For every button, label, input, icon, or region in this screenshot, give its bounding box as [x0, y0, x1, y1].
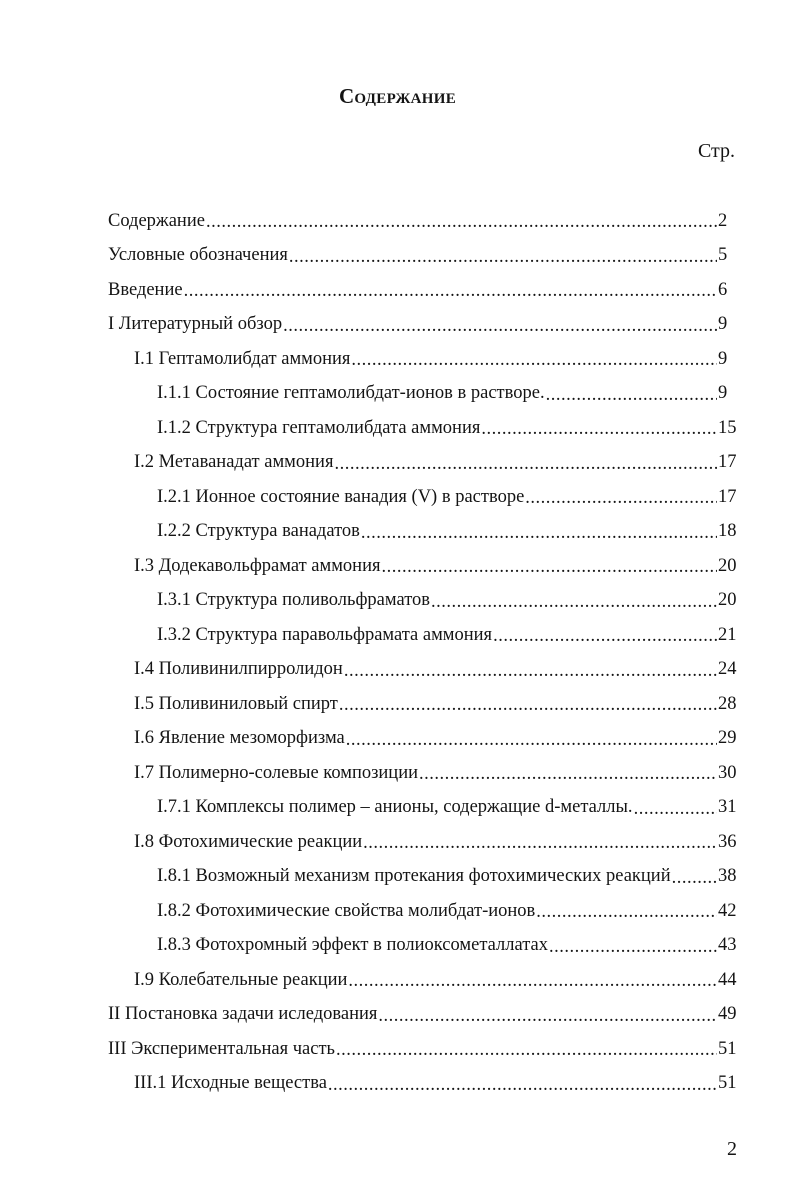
toc-entry-label: I.6 Явление мезоморфизма [134, 728, 345, 749]
toc-entry-page: 38 [718, 866, 737, 887]
toc-entry-page: 20 [718, 590, 737, 611]
page-column-label: Стр. [697, 140, 735, 162]
toc-leader-dots [206, 213, 717, 239]
toc-entry-page: 29 [718, 728, 737, 749]
toc-entry-label: I.8.2 Фотохимические свойства молибдат-ионов [157, 900, 536, 921]
toc-entry-page: 18 [718, 521, 737, 542]
toc-entry-label: Введение [108, 279, 183, 300]
toc-entry-page: 17 [718, 486, 737, 507]
toc-entry-page: 17 [718, 452, 737, 473]
toc-leader-dots [289, 248, 717, 274]
toc-entry [0, 446, 795, 481]
toc-entry-label: III Экспериментальная часть [108, 1038, 335, 1059]
toc-entry-page: 51 [718, 1038, 737, 1059]
page-number: 2 [727, 1138, 737, 1160]
toc-entry [0, 929, 795, 964]
toc-entry-page: 51 [718, 1073, 737, 1094]
toc-entry-label: I.1.2 Структура гептамолибдата аммония [157, 417, 481, 438]
toc-leader-dots [361, 524, 717, 550]
toc-entry-page: 43 [718, 935, 737, 956]
toc-entry-label: I.3.2 Структура паравольфрамата аммония [157, 624, 493, 645]
toc-entry [0, 204, 795, 239]
toc-leader-dots [381, 558, 717, 584]
toc-entry-page: 9 [718, 383, 728, 404]
toc-entry-label: I.1 Гептамолибдат аммония [134, 348, 351, 369]
toc-entry [0, 618, 795, 653]
toc-entry [0, 860, 795, 895]
toc-entry [0, 377, 795, 412]
toc-entry-label: I.3 Додекавольфрамат аммония [134, 555, 381, 576]
toc-entry-label: II Постановка задачи иследования [108, 1004, 378, 1025]
toc-entry-label: I.2.1 Ионное состояние ванадия (V) в растворе [157, 486, 525, 507]
toc-entry-label: I.2.2 Структура ванадатов [157, 521, 360, 542]
toc-entry [0, 894, 795, 929]
toc-entry-page: 28 [718, 693, 737, 714]
toc-entry [0, 342, 795, 377]
toc-entry-label: I.8.3 Фотохромный эффект в полиоксометаллатах [157, 935, 548, 956]
toc-entry-label: I.3.1 Структура поливольфраматов [157, 590, 431, 611]
toc-entry-label: Содержание [108, 210, 205, 231]
toc-entry [0, 584, 795, 619]
toc-leader-dots [431, 593, 717, 619]
toc-entry-label: I.5 Поливиниловый спирт [134, 693, 338, 714]
toc-entry [0, 549, 795, 584]
toc-leader-dots [546, 386, 717, 412]
toc-leader-dots [328, 1076, 717, 1102]
toc-entry-label: Условные обозначения [108, 245, 288, 266]
toc-entry [0, 239, 795, 274]
toc-entry [0, 722, 795, 757]
toc-leader-dots [672, 869, 717, 895]
toc-entry-page: 9 [718, 348, 728, 369]
toc-entry-label: I.2 Метаванадат аммония [134, 452, 334, 473]
toc-entry-page: 9 [718, 314, 728, 335]
toc-leader-dots [363, 834, 717, 860]
toc-leader-dots [336, 1041, 717, 1067]
toc-entry-label: I.9 Колебательные реакции [134, 969, 348, 990]
toc-entry-label: I.8 Фотохимические реакции [134, 831, 363, 852]
toc-entry [0, 687, 795, 722]
toc-entry-label: I.8.1 Возможный механизм протекания фотохимических реакций [157, 866, 671, 887]
toc-leader-dots [339, 696, 717, 722]
toc-entry [0, 308, 795, 343]
toc-leader-dots [634, 800, 717, 826]
toc-entry-page: 20 [718, 555, 737, 576]
toc-entry-page: 21 [718, 624, 737, 645]
toc-entry [0, 756, 795, 791]
toc-leader-dots [536, 903, 717, 929]
toc-leader-dots [549, 938, 717, 964]
toc-leader-dots [481, 420, 717, 446]
toc-entry-page: 30 [718, 762, 737, 783]
toc-leader-dots [334, 455, 717, 481]
toc-entry [0, 825, 795, 860]
toc-leader-dots [348, 972, 717, 998]
toc-entry [0, 1032, 795, 1067]
toc-entry-page: 31 [718, 797, 737, 818]
toc-entry [0, 963, 795, 998]
toc-entry [0, 411, 795, 446]
toc-entry-page: 49 [718, 1004, 737, 1025]
toc-entry-page: 15 [718, 417, 737, 438]
page-title: Содержание [338, 84, 457, 108]
toc-entry-page: 42 [718, 900, 737, 921]
toc-entry-label: I.7 Полимерно-солевые композиции [134, 762, 419, 783]
toc-entry [0, 653, 795, 688]
toc-entry-label: I Литературный обзор [108, 314, 283, 335]
toc-leader-dots [525, 489, 717, 515]
toc-entry [0, 998, 795, 1033]
toc-entry-label: III.1 Исходные вещества [134, 1073, 327, 1094]
toc-entry [0, 273, 795, 308]
toc-leader-dots [344, 662, 717, 688]
toc-entry-label: I.4 Поливинилпирролидон [134, 659, 343, 680]
toc-entry-label: I.1.1 Состояние гептамолибдат-ионов в растворе. [157, 383, 545, 404]
toc-entry-page: 44 [718, 969, 737, 990]
toc-leader-dots [378, 1007, 717, 1033]
toc-entry-page: 2 [718, 210, 728, 231]
toc-entry [0, 1067, 795, 1102]
toc-entry-page: 5 [718, 245, 728, 266]
toc-leader-dots [184, 282, 717, 308]
toc-leader-dots [493, 627, 717, 653]
table-of-contents [0, 204, 795, 1101]
toc-leader-dots [419, 765, 717, 791]
toc-leader-dots [283, 317, 717, 343]
toc-entry-page: 24 [718, 659, 737, 680]
toc-entry-label: I.7.1 Комплексы полимер – анионы, содержащие d-металлы. [157, 797, 633, 818]
toc-entry [0, 480, 795, 515]
toc-entry [0, 791, 795, 826]
toc-leader-dots [351, 351, 717, 377]
toc-entry [0, 515, 795, 550]
toc-leader-dots [346, 731, 717, 757]
toc-entry-page: 6 [718, 279, 728, 300]
toc-entry-page: 36 [718, 831, 737, 852]
